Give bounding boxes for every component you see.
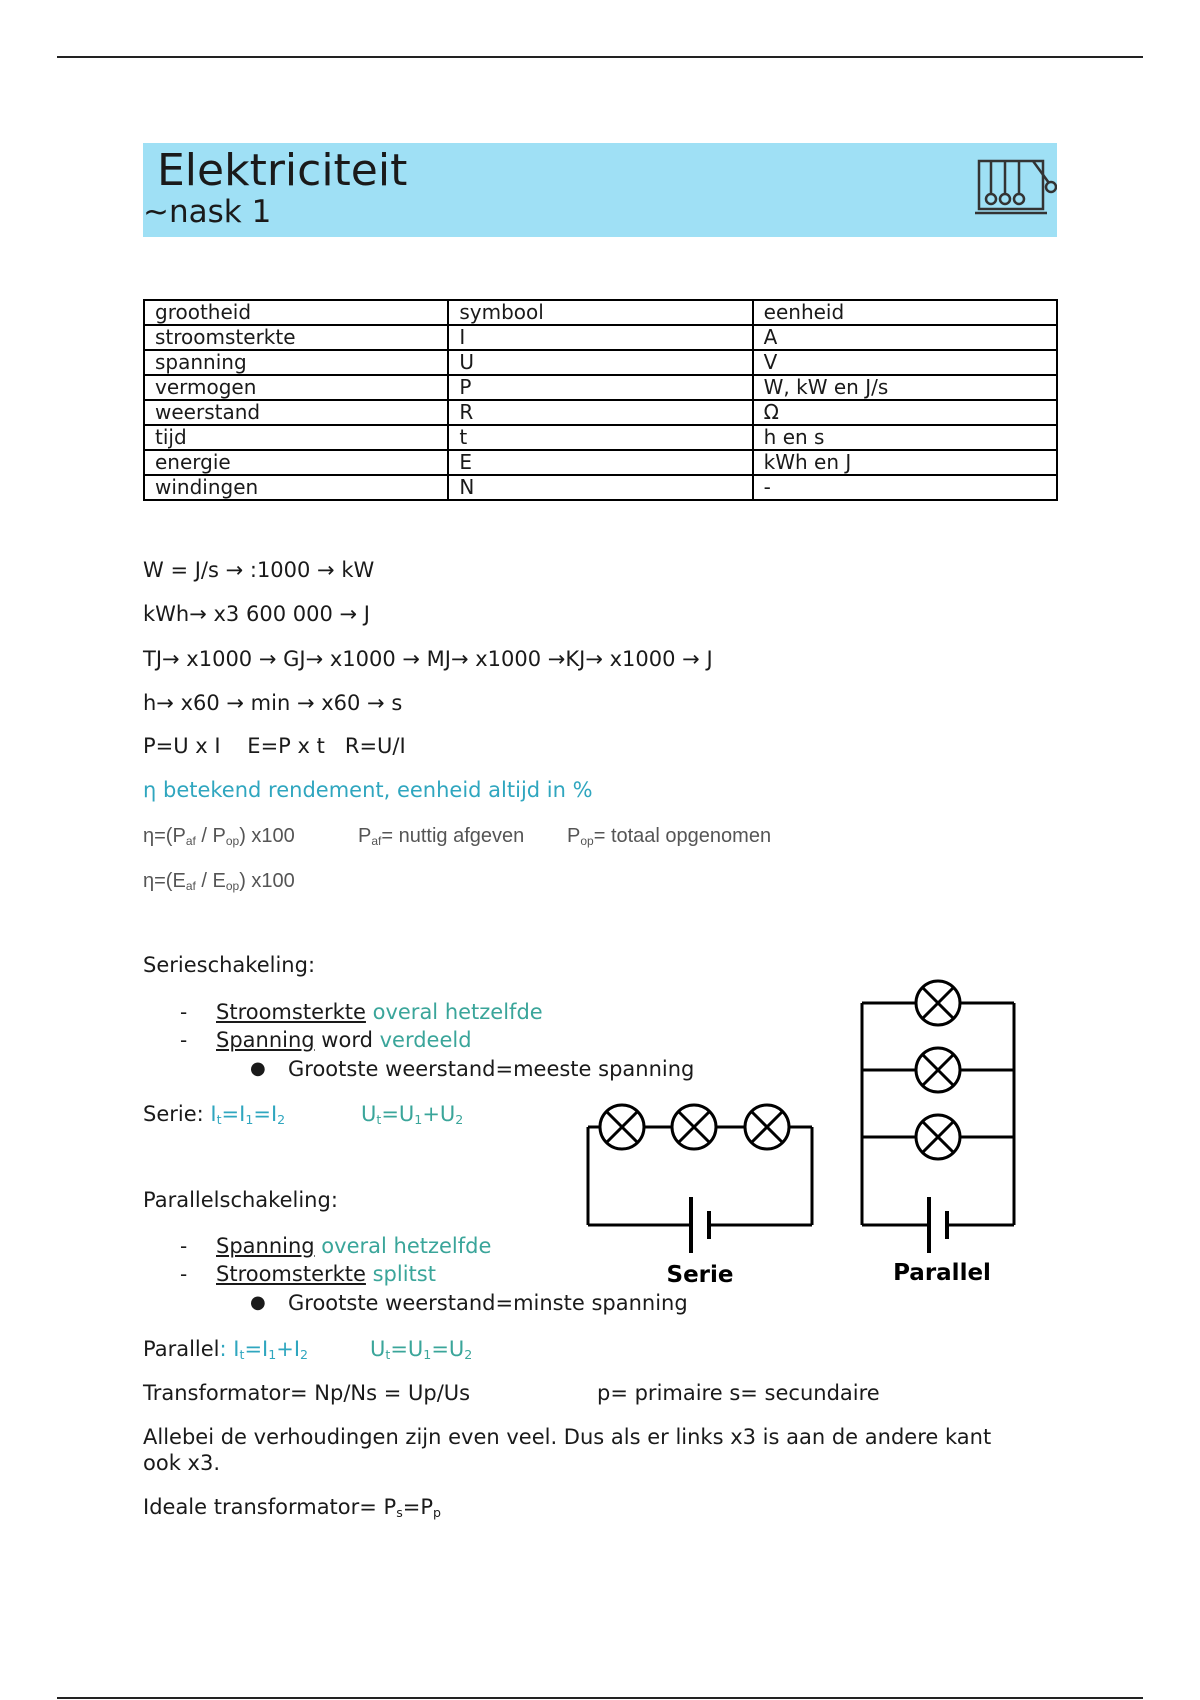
lamp-icon xyxy=(672,1105,716,1149)
circuit-diagrams xyxy=(580,975,1040,1295)
parallel-heading: Parallelschakeling: xyxy=(143,1188,338,1212)
lamp-icon xyxy=(916,1115,960,1159)
table-row xyxy=(144,350,1057,375)
table-cell: E xyxy=(448,450,752,475)
efficiency-formula-power: $\eta=(P_{af} / P_{op})$ x100 xyxy=(143,825,295,848)
table-cell: energie xyxy=(144,450,448,475)
serie-bullet-1: Stroomsterkte overal hetzelfde xyxy=(216,1000,543,1024)
parallel-label: Parallel xyxy=(893,1260,991,1286)
page-subtitle: ~nask 1 xyxy=(143,194,272,230)
efficiency-formula-energy: $\eta=(E_{af} / E_{op})$ x100 xyxy=(143,870,295,893)
parallel-bullet-1: Spanning overal hetzelfde xyxy=(216,1234,492,1258)
conversion-time: h→ x60 → min → x60 → s xyxy=(143,691,403,715)
table-row xyxy=(144,475,1057,500)
table-cell: N xyxy=(448,475,752,500)
lamp-icon xyxy=(745,1105,789,1149)
efficiency-heading: η betekend rendement, eenheid altijd in % xyxy=(143,778,593,802)
table-cell: spanning xyxy=(144,350,448,375)
conversion-kwh: kWh→ x3 600 000 → J xyxy=(143,602,370,626)
table-cell: weerstand xyxy=(144,400,448,425)
table-cell: U xyxy=(448,350,752,375)
table-row xyxy=(144,425,1057,450)
lamp-icon xyxy=(600,1105,644,1149)
table-cell: A xyxy=(753,325,1057,350)
table-cell: windingen xyxy=(144,475,448,500)
page-title: Elektriciteit xyxy=(157,145,408,196)
serie-bullet-2: Spanning word verdeeld xyxy=(216,1028,472,1052)
table-header-cell: symbool xyxy=(448,300,752,325)
op-label: $P_{op}=$ totaal opgenomen xyxy=(567,825,772,848)
dash-bullet: - xyxy=(180,1000,188,1024)
parallel-voltage-formula: $U_t=U_1=U_2$ xyxy=(370,1337,473,1362)
parallel-formula: Parallel: $I_t=I_1+I_2$ xyxy=(143,1337,309,1362)
transformer-explanation-2: ook x3. xyxy=(143,1451,220,1475)
dash-bullet: - xyxy=(180,1262,188,1286)
parallel-bullet-3: Grootste weerstand=minste spanning xyxy=(288,1291,688,1315)
table-cell: I xyxy=(448,325,752,350)
serie-formula: Serie: $I_t=I_1=I_2$ xyxy=(143,1102,286,1127)
table-cell: R xyxy=(448,400,752,425)
af-label: $P_{af}=$ nuttig afgeven xyxy=(358,825,525,848)
dash-bullet: - xyxy=(180,1028,188,1052)
transformer-legend: p= primaire s= secundaire xyxy=(597,1381,880,1405)
serie-label: Serie xyxy=(666,1262,734,1288)
table-cell: P xyxy=(448,375,752,400)
table-row xyxy=(144,325,1057,350)
transformer-explanation-1: Allebei de verhoudingen zijn even veel. Dus als er links x3 is aan de andere kant xyxy=(143,1425,992,1449)
dash-bullet: - xyxy=(180,1234,188,1258)
series-circuit xyxy=(588,1105,812,1253)
table-row xyxy=(144,375,1057,400)
table-cell: W, kW en J/s xyxy=(753,375,1057,400)
top-rule xyxy=(57,56,1143,58)
table-cell: V xyxy=(753,350,1057,375)
bottom-rule xyxy=(57,1697,1143,1699)
newtons-cradle-icon xyxy=(973,155,1057,219)
table-cell: kWh en J xyxy=(753,450,1057,475)
serie-voltage-formula: $U_t=U_1+U_2$ xyxy=(361,1102,464,1127)
table-cell: Ω xyxy=(753,400,1057,425)
table-cell: h en s xyxy=(753,425,1057,450)
transformer-formula: Transformator= Np/Ns = Up/Us xyxy=(143,1381,471,1405)
lamp-icon xyxy=(916,981,960,1025)
title-banner xyxy=(143,143,1057,237)
lamp-icon xyxy=(916,1048,960,1092)
table-cell: stroomsterkte xyxy=(144,325,448,350)
table-cell: - xyxy=(753,475,1057,500)
table-cell: vermogen xyxy=(144,375,448,400)
table-header-row xyxy=(144,300,1057,325)
parallel-circuit xyxy=(862,981,1014,1253)
serie-heading: Serieschakeling: xyxy=(143,953,316,977)
serie-bullet-3: Grootste weerstand=meeste spanning xyxy=(288,1057,695,1081)
conversion-watt: W = J/s → :1000 → kW xyxy=(143,558,375,582)
table-cell: t xyxy=(448,425,752,450)
conversion-joule: TJ→ x1000 → GJ→ x1000 → MJ→ x1000 →KJ→ x1000 → J xyxy=(143,647,713,671)
table-header-cell: eenheid xyxy=(753,300,1057,325)
basic-formulas: P=U x I E=P x t R=U/I xyxy=(143,734,406,758)
table-row xyxy=(144,450,1057,475)
dot-bullet: ● xyxy=(250,1058,266,1079)
parallel-bullet-2: Stroomsterkte splitst xyxy=(216,1262,436,1286)
dot-bullet: ● xyxy=(250,1292,266,1313)
table-cell: tijd xyxy=(144,425,448,450)
table-header-cell: grootheid xyxy=(144,300,448,325)
ideal-transformer: Ideale transformator= $P_s=P_p$ xyxy=(143,1495,442,1520)
units-table xyxy=(143,299,1058,501)
table-row xyxy=(144,400,1057,425)
